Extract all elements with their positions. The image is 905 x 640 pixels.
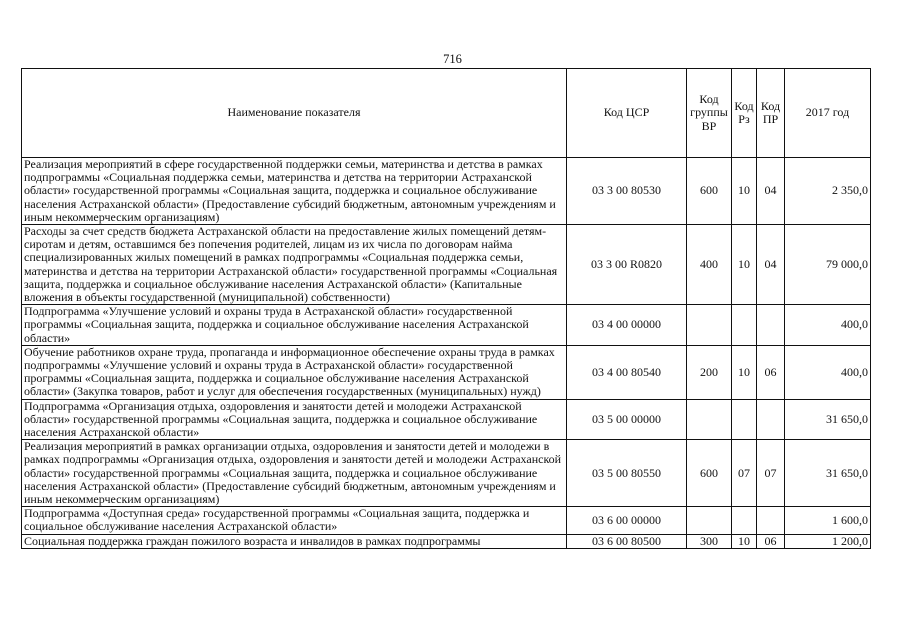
header-rz: Код Рз: [732, 69, 757, 158]
row-vr: [687, 507, 732, 534]
row-amount: 31 650,0: [785, 440, 871, 507]
row-rz: 07: [732, 440, 757, 507]
row-pr: 04: [757, 225, 785, 305]
table-row: [22, 534, 871, 548]
table-row: [22, 399, 871, 440]
row-rz: 10: [732, 225, 757, 305]
row-vr: 400: [687, 225, 732, 305]
row-pr: 07: [757, 440, 785, 507]
row-vr: 300: [687, 534, 732, 548]
row-name: Социальная поддержка граждан пожилого возраста и инвалидов в рамках подпрограммы: [22, 534, 567, 548]
row-pr: 06: [757, 345, 785, 399]
budget-table: [21, 68, 871, 549]
row-amount: 2 350,0: [785, 158, 871, 225]
row-name: Подпрограмма «Улучшение условий и охраны труда в Астраханской области» государственной программы «Социальная защита, поддержка и социальное обслуживание населения Астраханской области»: [22, 305, 567, 346]
row-vr: 600: [687, 440, 732, 507]
row-rz: [732, 399, 757, 440]
row-name: Реализация мероприятий в сфере государственной поддержки семьи, материнства и детства в рамках подпрограммы «Социальная поддержка семьи, материнства и детства на территории Астраханской области» государственной программы «Социальная защита, поддержка и социальное обслуживание населения Астраханской области» (Предоставление субсидий бюджетным, автономным учреждениям и иным некоммерческим организациям): [22, 158, 567, 225]
row-rz: 10: [732, 345, 757, 399]
table-row: [22, 345, 871, 399]
row-rz: [732, 507, 757, 534]
row-pr: [757, 507, 785, 534]
row-csr: 03 5 00 00000: [567, 399, 687, 440]
row-csr: 03 4 00 80540: [567, 345, 687, 399]
header-vr: Код группы ВР: [687, 69, 732, 158]
page-number: 716: [443, 52, 462, 66]
row-name: Расходы за счет средств бюджета Астраханской области на предоставление жилых помещений детям-сиротам и детям, оставшимся без попечения родителей, лицам из их числа по договорам найма специализированных жилых помещений в рамках подпрограммы «Социальная поддержка семьи, материнства и детства на территории Астраханской области» государственной программы «Социальная защита, поддержка и социальное обслуживание населения Астраханской области» (Капитальные вложения в объекты государственной (муниципальной) собственности): [22, 225, 567, 305]
row-amount: 400,0: [785, 305, 871, 346]
row-vr: 200: [687, 345, 732, 399]
row-name: Подпрограмма «Доступная среда» государственной программы «Социальная защита, поддержка и социальное обслуживание населения Астраханской области»: [22, 507, 567, 534]
header-pr: Код ПР: [757, 69, 785, 158]
row-csr: 03 4 00 00000: [567, 305, 687, 346]
row-csr: 03 5 00 80550: [567, 440, 687, 507]
row-vr: [687, 399, 732, 440]
row-amount: 1 200,0: [785, 534, 871, 548]
row-rz: [732, 305, 757, 346]
row-csr: 03 3 00 R0820: [567, 225, 687, 305]
row-amount: 79 000,0: [785, 225, 871, 305]
row-amount: 1 600,0: [785, 507, 871, 534]
row-rz: 10: [732, 534, 757, 548]
row-name: Подпрограмма «Организация отдыха, оздоровления и занятости детей и молодежи Астраханской области» государственной программы «Социальная защита, поддержка и социальное обслуживание населения Астраханской области»: [22, 399, 567, 440]
row-csr: 03 6 00 80500: [567, 534, 687, 548]
header-name: Наименование показателя: [22, 69, 567, 158]
table-header-row: [22, 69, 871, 158]
row-pr: [757, 399, 785, 440]
row-rz: 10: [732, 158, 757, 225]
row-vr: [687, 305, 732, 346]
row-pr: 06: [757, 534, 785, 548]
row-pr: 04: [757, 158, 785, 225]
table-row: [22, 305, 871, 346]
row-amount: 31 650,0: [785, 399, 871, 440]
table-row: [22, 507, 871, 534]
row-name: Обучение работников охране труда, пропаганда и информационное обеспечение охраны труда в рамках подпрограммы «Улучшение условий и охраны труда в Астраханской области» государственной программы «Социальная защита, поддержка и социальное обслуживание населения Астраханской области» (Закупка товаров, работ и услуг для обеспечения государственных (муниципальных) нужд): [22, 345, 567, 399]
row-vr: 600: [687, 158, 732, 225]
table-row: [22, 158, 871, 225]
row-csr: 03 3 00 80530: [567, 158, 687, 225]
row-pr: [757, 305, 785, 346]
header-year: 2017 год: [785, 69, 871, 158]
header-csr: Код ЦСР: [567, 69, 687, 158]
table-row: [22, 440, 871, 507]
row-csr: 03 6 00 00000: [567, 507, 687, 534]
row-name: Реализация мероприятий в рамках организации отдыха, оздоровления и занятости детей и молодежи в рамках подпрограммы «Организация отдыха, оздоровления и занятости детей и молодежи Астраханской области» государственной программы «Социальная защита, поддержка и социальное обслуживание населения Астраханской области» (Предоставление субсидий бюджетным, автономным учреждениям и иным некоммерческим организациям): [22, 440, 567, 507]
row-amount: 400,0: [785, 345, 871, 399]
table-row: [22, 225, 871, 305]
